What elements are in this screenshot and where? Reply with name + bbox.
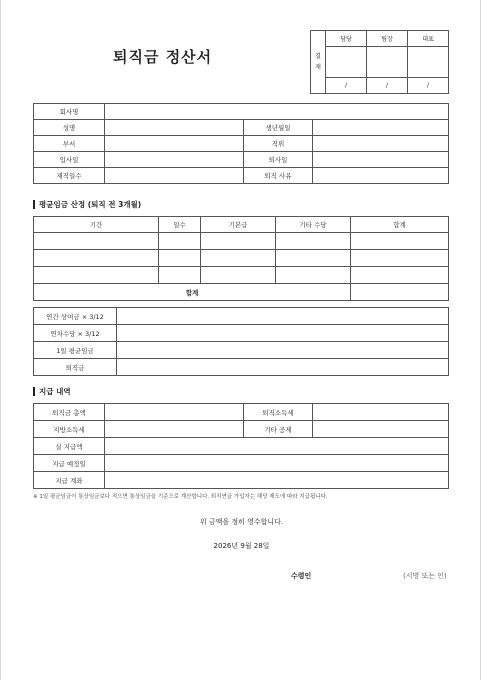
approval-date-ceo: / <box>408 78 449 94</box>
pay-date-field[interactable] <box>105 455 449 472</box>
col-header-allowance: 기타 수당 <box>276 217 351 233</box>
approval-side-label: 결 재 <box>311 31 326 94</box>
tenure-field[interactable] <box>105 168 244 184</box>
approval-sign-ceo[interactable] <box>408 47 449 78</box>
period-cell[interactable] <box>34 233 159 250</box>
bonus-label: 연간 상여금 × 3/12 <box>34 308 117 325</box>
tenure-label: 재직일수 <box>34 168 105 184</box>
birth-field[interactable] <box>313 120 449 136</box>
signature-hint: (서명 또는 인) <box>403 572 447 580</box>
name-label: 성명 <box>34 120 105 136</box>
document-date: 2026년 9월 28일 <box>213 542 270 550</box>
annual-leave-field[interactable] <box>117 325 449 342</box>
bonus-field[interactable] <box>117 308 449 325</box>
approval-sign-lead[interactable] <box>367 47 408 78</box>
income-tax-label: 퇴직소득세 <box>244 404 313 421</box>
col-header-days: 일수 <box>159 217 201 233</box>
avg-total-field[interactable] <box>351 284 449 301</box>
document-title: 퇴직금 정산서 <box>113 48 213 66</box>
payment-heading: 지급 내역 <box>33 386 71 397</box>
base-pay-cell[interactable] <box>201 233 276 250</box>
join-date-field[interactable] <box>105 152 244 168</box>
receiver-label: 수령인 <box>291 572 312 580</box>
severance-label: 퇴직금 <box>34 359 117 376</box>
company-label: 회사명 <box>34 104 105 120</box>
company-field[interactable] <box>105 104 449 120</box>
leave-date-label: 퇴사일 <box>244 152 313 168</box>
position-label: 직위 <box>244 136 313 152</box>
dept-field[interactable] <box>105 136 244 152</box>
avg-total-label: 합계 <box>34 284 351 301</box>
period-cell[interactable] <box>34 250 159 267</box>
employee-info-table <box>33 103 449 184</box>
avg-wage-heading: 평균임금 산정 (퇴직 전 3개월) <box>33 199 141 210</box>
sum-cell[interactable] <box>351 233 449 250</box>
days-cell[interactable] <box>159 250 201 267</box>
income-tax-field[interactable] <box>313 404 449 421</box>
sum-cell[interactable] <box>351 267 449 284</box>
footnote: ※ 1일 평균임금이 통상임금보다 적으면 통상임금을 기준으로 계산합니다. 퇴직연금 가입자는 해당 제도에 따라 지급됩니다. <box>33 494 328 500</box>
col-header-sum: 합계 <box>351 217 449 233</box>
period-cell[interactable] <box>34 267 159 284</box>
total-field[interactable] <box>105 404 244 421</box>
account-label: 지급 계좌 <box>34 472 105 489</box>
dept-label: 부서 <box>34 136 105 152</box>
pay-date-label: 지급 예정일 <box>34 455 105 472</box>
leave-reason-label: 퇴직 사유 <box>244 168 313 184</box>
local-tax-label: 지방소득세 <box>34 421 105 438</box>
approval-date-lead: / <box>367 78 408 94</box>
net-field[interactable] <box>105 438 449 455</box>
join-date-label: 입사일 <box>34 152 105 168</box>
col-header-period: 기간 <box>34 217 159 233</box>
allowance-cell[interactable] <box>276 267 351 284</box>
account-field[interactable] <box>105 472 449 489</box>
base-pay-cell[interactable] <box>201 267 276 284</box>
base-pay-cell[interactable] <box>201 250 276 267</box>
approval-sign-staff[interactable] <box>326 47 367 78</box>
daily-avg-field[interactable] <box>117 342 449 359</box>
birth-label: 생년월일 <box>244 120 313 136</box>
leave-date-field[interactable] <box>313 152 449 168</box>
approval-role-lead: 팀장 <box>367 31 408 47</box>
sum-cell[interactable] <box>351 250 449 267</box>
local-tax-field[interactable] <box>105 421 244 438</box>
leave-reason-field[interactable] <box>313 168 449 184</box>
allowance-cell[interactable] <box>276 250 351 267</box>
payment-table <box>33 403 449 489</box>
severance-field[interactable] <box>117 359 449 376</box>
approval-date-staff: / <box>326 78 367 94</box>
other-deduction-label: 기타 공제 <box>244 421 313 438</box>
approval-role-staff: 담당 <box>326 31 367 47</box>
allowance-cell[interactable] <box>276 233 351 250</box>
approval-role-ceo: 대표 <box>408 31 449 47</box>
daily-avg-label: 1일 평균임금 <box>34 342 117 359</box>
approval-table <box>310 30 449 94</box>
net-label: 실 지급액 <box>34 438 105 455</box>
other-deduction-field[interactable] <box>313 421 449 438</box>
days-cell[interactable] <box>159 267 201 284</box>
calc-table <box>33 307 449 376</box>
name-field[interactable] <box>105 120 244 136</box>
col-header-base-pay: 기본급 <box>201 217 276 233</box>
days-cell[interactable] <box>159 233 201 250</box>
avg-wage-table <box>33 216 449 301</box>
total-label: 퇴직금 총액 <box>34 404 105 421</box>
position-field[interactable] <box>313 136 449 152</box>
annual-leave-label: 연차수당 × 3/12 <box>34 325 117 342</box>
receipt-statement: 위 금액을 정히 영수합니다. <box>199 518 284 526</box>
